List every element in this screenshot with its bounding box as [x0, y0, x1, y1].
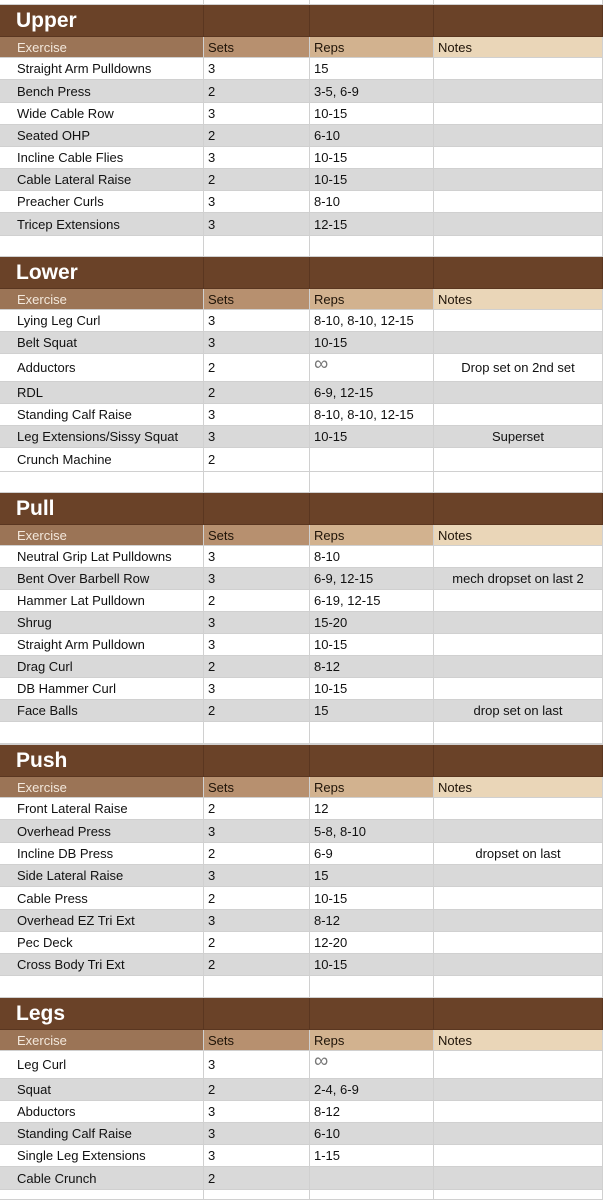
notes-cell[interactable]: [434, 865, 603, 887]
reps-cell[interactable]: 10-15: [310, 954, 434, 976]
exercise-cell[interactable]: RDL: [0, 382, 204, 404]
sets-cell[interactable]: 3: [204, 820, 310, 843]
sets-cell[interactable]: 3: [204, 634, 310, 656]
empty-cell[interactable]: [434, 5, 603, 37]
spacer-row: [0, 472, 603, 493]
empty-cell[interactable]: [0, 472, 204, 493]
exercise-cell[interactable]: Cross Body Tri Ext: [0, 954, 204, 976]
sets-cell[interactable]: 3: [204, 865, 310, 887]
empty-cell[interactable]: [434, 236, 603, 257]
table-row: [0, 887, 603, 910]
notes-cell[interactable]: [434, 1123, 603, 1145]
reps-cell[interactable]: 15: [310, 58, 434, 80]
notes-cell[interactable]: drop set on last: [434, 700, 603, 722]
table-row: [0, 656, 603, 678]
table-row: [0, 700, 603, 722]
exercise-cell[interactable]: Leg Extensions/Sissy Squat: [0, 426, 204, 448]
table-row: [0, 147, 603, 169]
empty-cell[interactable]: [204, 472, 310, 493]
sets-cell[interactable]: 3: [204, 612, 310, 634]
reps-cell[interactable]: 12-20: [310, 932, 434, 954]
sets-cell[interactable]: 2: [204, 932, 310, 954]
table-row: [0, 1145, 603, 1167]
reps-cell[interactable]: 6-10: [310, 1123, 434, 1145]
table-row: [0, 910, 603, 932]
notes-cell[interactable]: [434, 954, 603, 976]
empty-cell[interactable]: [434, 745, 603, 777]
table-row: [0, 843, 603, 865]
section-title-row: [0, 998, 603, 1030]
table-row: [0, 1123, 603, 1145]
table-row: [0, 448, 603, 472]
notes-cell[interactable]: [434, 310, 603, 332]
table-row: [0, 310, 603, 332]
notes-cell[interactable]: [434, 910, 603, 932]
reps-cell[interactable]: 3-5, 6-9: [310, 80, 434, 103]
empty-cell[interactable]: [434, 1190, 603, 1200]
reps-cell[interactable]: 8-10: [310, 546, 434, 568]
column-header-sets[interactable]: Sets: [204, 777, 310, 798]
table-row: [0, 1101, 603, 1123]
notes-cell[interactable]: [434, 125, 603, 147]
empty-cell[interactable]: [204, 745, 310, 777]
reps-cell[interactable]: 10-15: [310, 887, 434, 910]
reps-cell[interactable]: 10-15: [310, 169, 434, 191]
column-header-row: [0, 525, 603, 546]
exercise-cell[interactable]: Crunch Machine: [0, 448, 204, 472]
sets-cell[interactable]: 3: [204, 213, 310, 236]
column-header-notes[interactable]: Notes: [434, 777, 603, 798]
empty-cell[interactable]: [434, 472, 603, 493]
section-title-row: [0, 493, 603, 525]
column-header-reps[interactable]: Reps: [310, 1030, 434, 1051]
sets-cell[interactable]: 3: [204, 58, 310, 80]
spacer-row: [0, 236, 603, 257]
column-header-sets[interactable]: Sets: [204, 525, 310, 546]
reps-cell[interactable]: 12-15: [310, 213, 434, 236]
empty-cell[interactable]: [434, 257, 603, 289]
sets-cell[interactable]: 2: [204, 954, 310, 976]
exercise-cell[interactable]: Standing Calf Raise: [0, 1123, 204, 1145]
empty-cell[interactable]: [434, 722, 603, 744]
exercise-cell[interactable]: Squat: [0, 1079, 204, 1101]
exercise-cell[interactable]: Hammer Lat Pulldown: [0, 590, 204, 612]
notes-cell[interactable]: [434, 58, 603, 80]
sets-cell[interactable]: 3: [204, 1123, 310, 1145]
section-title[interactable]: Pull: [0, 493, 204, 525]
column-header-exercise[interactable]: Exercise: [0, 289, 204, 310]
empty-cell[interactable]: [310, 472, 434, 493]
exercise-cell[interactable]: Wide Cable Row: [0, 103, 204, 125]
empty-cell[interactable]: [204, 998, 310, 1030]
reps-cell[interactable]: [310, 354, 434, 382]
notes-cell[interactable]: [434, 332, 603, 354]
column-header-sets[interactable]: Sets: [204, 1030, 310, 1051]
column-header-sets[interactable]: Sets: [204, 37, 310, 58]
exercise-cell[interactable]: Cable Lateral Raise: [0, 169, 204, 191]
empty-cell[interactable]: [310, 236, 434, 257]
exercise-cell[interactable]: Overhead Press: [0, 820, 204, 843]
table-row: [0, 1051, 603, 1079]
exercise-cell[interactable]: Drag Curl: [0, 656, 204, 678]
exercise-cell[interactable]: Face Balls: [0, 700, 204, 722]
sets-cell[interactable]: 2: [204, 1167, 310, 1190]
empty-cell[interactable]: [204, 257, 310, 289]
exercise-cell[interactable]: Standing Calf Raise: [0, 404, 204, 426]
empty-cell[interactable]: [0, 722, 204, 744]
section-title[interactable]: Push: [0, 745, 204, 777]
table-row: [0, 546, 603, 568]
reps-cell[interactable]: [310, 1167, 434, 1190]
sets-cell[interactable]: 2: [204, 887, 310, 910]
column-header-sets[interactable]: Sets: [204, 289, 310, 310]
column-header-reps[interactable]: Reps: [310, 289, 434, 310]
empty-cell[interactable]: [310, 745, 434, 777]
exercise-cell[interactable]: Tricep Extensions: [0, 213, 204, 236]
sets-cell[interactable]: 2: [204, 798, 310, 820]
table-row: [0, 80, 603, 103]
reps-cell[interactable]: 10-15: [310, 678, 434, 700]
empty-cell[interactable]: [310, 722, 434, 744]
exercise-cell[interactable]: Bench Press: [0, 80, 204, 103]
empty-cell[interactable]: [204, 976, 310, 998]
exercise-cell[interactable]: Preacher Curls: [0, 191, 204, 213]
sets-cell[interactable]: 3: [204, 910, 310, 932]
empty-cell[interactable]: [0, 236, 204, 257]
sets-cell[interactable]: 3: [204, 678, 310, 700]
exercise-cell[interactable]: Cable Crunch: [0, 1167, 204, 1190]
column-header-exercise[interactable]: Exercise: [0, 37, 204, 58]
sets-cell[interactable]: 2: [204, 1079, 310, 1101]
spacer-row: [0, 722, 603, 744]
empty-cell[interactable]: [310, 976, 434, 998]
sets-cell[interactable]: 3: [204, 103, 310, 125]
table-row: [0, 865, 603, 887]
column-header-reps[interactable]: Reps: [310, 37, 434, 58]
exercise-cell[interactable]: Side Lateral Raise: [0, 865, 204, 887]
table-row: [0, 820, 603, 843]
notes-cell[interactable]: [434, 546, 603, 568]
table-row: [0, 932, 603, 954]
notes-cell[interactable]: [434, 1101, 603, 1123]
table-row: [0, 103, 603, 125]
exercise-cell[interactable]: Adductors: [0, 354, 204, 382]
section-title[interactable]: Lower: [0, 257, 204, 289]
notes-cell[interactable]: dropset on last: [434, 843, 603, 865]
spacer-row: [0, 976, 603, 998]
exercise-cell[interactable]: Neutral Grip Lat Pulldowns: [0, 546, 204, 568]
exercise-cell[interactable]: Straight Arm Pulldowns: [0, 58, 204, 80]
sets-cell[interactable]: 3: [204, 191, 310, 213]
exercise-cell[interactable]: Incline DB Press: [0, 843, 204, 865]
sets-cell[interactable]: 3: [204, 1101, 310, 1123]
notes-cell[interactable]: Superset: [434, 426, 603, 448]
section-title-row: [0, 257, 603, 289]
notes-cell[interactable]: [434, 191, 603, 213]
empty-cell[interactable]: [310, 5, 434, 37]
reps-cell[interactable]: 8-12: [310, 910, 434, 932]
reps-cell[interactable]: 6-10: [310, 125, 434, 147]
section-title[interactable]: Upper: [0, 5, 204, 37]
table-row: [0, 568, 603, 590]
table-row: [0, 169, 603, 191]
table-row: [0, 798, 603, 820]
empty-cell[interactable]: [204, 493, 310, 525]
empty-cell[interactable]: [0, 976, 204, 998]
empty-cell[interactable]: [204, 236, 310, 257]
reps-cell[interactable]: 2-4, 6-9: [310, 1079, 434, 1101]
exercise-cell[interactable]: Front Lateral Raise: [0, 798, 204, 820]
exercise-cell[interactable]: Straight Arm Pulldown: [0, 634, 204, 656]
sets-cell[interactable]: 3: [204, 546, 310, 568]
notes-cell[interactable]: [434, 103, 603, 125]
notes-cell[interactable]: [434, 404, 603, 426]
exercise-cell[interactable]: Pec Deck: [0, 932, 204, 954]
reps-cell[interactable]: 8-10, 8-10, 12-15: [310, 404, 434, 426]
reps-cell[interactable]: 10-15: [310, 147, 434, 169]
empty-cell[interactable]: [310, 493, 434, 525]
notes-cell[interactable]: [434, 448, 603, 472]
sets-cell[interactable]: 3: [204, 147, 310, 169]
table-row: [0, 354, 603, 382]
exercise-cell[interactable]: Single Leg Extensions: [0, 1145, 204, 1167]
sets-cell[interactable]: 2: [204, 843, 310, 865]
reps-cell[interactable]: 8-12: [310, 656, 434, 678]
exercise-cell[interactable]: Incline Cable Flies: [0, 147, 204, 169]
sets-cell[interactable]: 3: [204, 568, 310, 590]
section-title-row: [0, 745, 603, 777]
table-row: [0, 125, 603, 147]
table-row: [0, 58, 603, 80]
reps-cell[interactable]: 10-15: [310, 103, 434, 125]
empty-cell[interactable]: [204, 1190, 310, 1200]
empty-cell[interactable]: [310, 998, 434, 1030]
exercise-cell[interactable]: Seated OHP: [0, 125, 204, 147]
column-header-notes[interactable]: Notes: [434, 289, 603, 310]
reps-cell[interactable]: 15-20: [310, 612, 434, 634]
sets-cell[interactable]: 2: [204, 590, 310, 612]
sets-cell[interactable]: 2: [204, 382, 310, 404]
reps-cell[interactable]: [310, 448, 434, 472]
exercise-cell[interactable]: Bent Over Barbell Row: [0, 568, 204, 590]
column-header-exercise[interactable]: Exercise: [0, 525, 204, 546]
notes-cell[interactable]: [434, 678, 603, 700]
table-row: [0, 590, 603, 612]
notes-cell[interactable]: [434, 1145, 603, 1167]
notes-cell[interactable]: [434, 1079, 603, 1101]
sets-cell[interactable]: 2: [204, 169, 310, 191]
sets-cell[interactable]: 3: [204, 332, 310, 354]
table-row: [0, 404, 603, 426]
column-header-row: [0, 289, 603, 310]
sets-cell[interactable]: 3: [204, 1145, 310, 1167]
empty-cell[interactable]: [434, 998, 603, 1030]
notes-cell[interactable]: Drop set on 2nd set: [434, 354, 603, 382]
exercise-cell[interactable]: Belt Squat: [0, 332, 204, 354]
sets-cell[interactable]: 2: [204, 354, 310, 382]
column-header-reps[interactable]: Reps: [310, 525, 434, 546]
reps-cell[interactable]: 6-19, 12-15: [310, 590, 434, 612]
notes-cell[interactable]: [434, 1167, 603, 1190]
column-header-notes[interactable]: Notes: [434, 1030, 603, 1051]
table-row: [0, 382, 603, 404]
notes-cell[interactable]: [434, 169, 603, 191]
reps-cell[interactable]: 10-15: [310, 634, 434, 656]
reps-cell[interactable]: 10-15: [310, 426, 434, 448]
column-header-row: [0, 37, 603, 58]
exercise-cell[interactable]: Lying Leg Curl: [0, 310, 204, 332]
reps-cell[interactable]: 8-10, 8-10, 12-15: [310, 310, 434, 332]
sets-cell[interactable]: 3: [204, 426, 310, 448]
reps-cell[interactable]: 8-12: [310, 1101, 434, 1123]
table-row: [0, 678, 603, 700]
reps-cell[interactable]: 12: [310, 798, 434, 820]
notes-cell[interactable]: [434, 932, 603, 954]
sets-cell[interactable]: 2: [204, 80, 310, 103]
reps-cell[interactable]: 15: [310, 700, 434, 722]
empty-cell[interactable]: [204, 5, 310, 37]
section-title[interactable]: Legs: [0, 998, 204, 1030]
empty-cell[interactable]: [204, 722, 310, 744]
notes-cell[interactable]: [434, 147, 603, 169]
exercise-cell[interactable]: DB Hammer Curl: [0, 678, 204, 700]
notes-cell[interactable]: mech dropset on last 2: [434, 568, 603, 590]
notes-cell[interactable]: [434, 80, 603, 103]
table-row: [0, 1079, 603, 1101]
column-header-row: [0, 777, 603, 798]
column-header-exercise[interactable]: Exercise: [0, 777, 204, 798]
exercise-cell[interactable]: Abductors: [0, 1101, 204, 1123]
column-header-exercise[interactable]: Exercise: [0, 1030, 204, 1051]
column-header-notes[interactable]: Notes: [434, 525, 603, 546]
exercise-cell[interactable]: Cable Press: [0, 887, 204, 910]
notes-cell[interactable]: [434, 382, 603, 404]
reps-cell[interactable]: 5-8, 8-10: [310, 820, 434, 843]
notes-cell[interactable]: [434, 612, 603, 634]
notes-cell[interactable]: [434, 820, 603, 843]
empty-cell[interactable]: [310, 1190, 434, 1200]
table-row: [0, 612, 603, 634]
reps-cell[interactable]: 15: [310, 865, 434, 887]
table-row: [0, 1167, 603, 1190]
sets-cell[interactable]: 3: [204, 404, 310, 426]
sets-cell[interactable]: 3: [204, 310, 310, 332]
table-row: [0, 426, 603, 448]
infinity-icon: ∞: [314, 1051, 329, 1072]
reps-cell[interactable]: 6-9, 12-15: [310, 382, 434, 404]
table-row: [0, 954, 603, 976]
empty-cell[interactable]: [434, 493, 603, 525]
exercise-cell[interactable]: Shrug: [0, 612, 204, 634]
sets-cell[interactable]: 3: [204, 1051, 310, 1079]
notes-cell[interactable]: [434, 634, 603, 656]
reps-cell[interactable]: [310, 1051, 434, 1079]
infinity-icon: ∞: [314, 354, 329, 375]
spacer-row: [0, 1190, 603, 1200]
notes-cell[interactable]: [434, 798, 603, 820]
table-row: [0, 213, 603, 236]
sets-cell[interactable]: 2: [204, 125, 310, 147]
empty-cell[interactable]: [434, 976, 603, 998]
table-row: [0, 191, 603, 213]
reps-cell[interactable]: 6-9, 12-15: [310, 568, 434, 590]
exercise-cell[interactable]: Leg Curl: [0, 1051, 204, 1079]
column-header-row: [0, 1030, 603, 1051]
reps-cell[interactable]: 8-10: [310, 191, 434, 213]
table-row: [0, 634, 603, 656]
notes-cell[interactable]: [434, 887, 603, 910]
sets-cell[interactable]: 2: [204, 700, 310, 722]
reps-cell[interactable]: 10-15: [310, 332, 434, 354]
reps-cell[interactable]: 6-9: [310, 843, 434, 865]
column-header-reps[interactable]: Reps: [310, 777, 434, 798]
sets-cell[interactable]: 2: [204, 448, 310, 472]
notes-cell[interactable]: [434, 590, 603, 612]
notes-cell[interactable]: [434, 213, 603, 236]
notes-cell[interactable]: [434, 656, 603, 678]
empty-cell[interactable]: [310, 257, 434, 289]
sets-cell[interactable]: 2: [204, 656, 310, 678]
exercise-cell[interactable]: Overhead EZ Tri Ext: [0, 910, 204, 932]
notes-cell[interactable]: [434, 1051, 603, 1079]
section-title-row: [0, 5, 603, 37]
reps-cell[interactable]: 1-15: [310, 1145, 434, 1167]
column-header-notes[interactable]: Notes: [434, 37, 603, 58]
table-row: [0, 332, 603, 354]
empty-cell[interactable]: [0, 1190, 204, 1200]
